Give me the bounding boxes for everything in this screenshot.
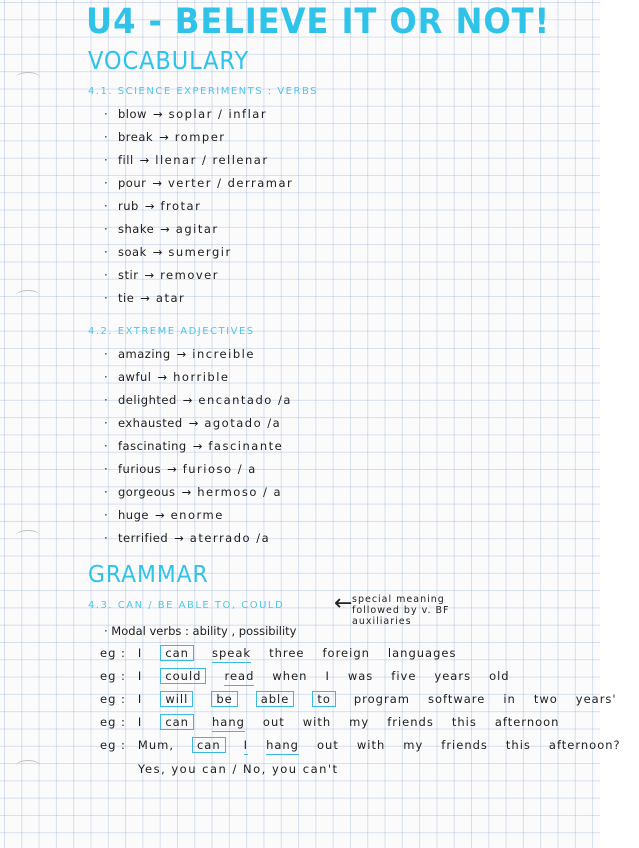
bullet: · bbox=[104, 268, 108, 282]
vocabulary-heading: VOCABULARY bbox=[88, 46, 250, 75]
vocab-translation: agotado /a bbox=[204, 416, 282, 430]
vocab-word: huge bbox=[118, 508, 149, 522]
arrow-icon: → bbox=[144, 268, 155, 282]
example-word: out bbox=[317, 738, 339, 752]
bullet: · bbox=[104, 439, 108, 453]
vocab-word: rub bbox=[118, 199, 139, 213]
example-word: in bbox=[503, 692, 516, 706]
bullet: · bbox=[104, 393, 108, 407]
example-word: program bbox=[353, 692, 410, 706]
vocab-translation: atar bbox=[155, 291, 186, 305]
vocab-item bbox=[104, 152, 269, 168]
example-word: software bbox=[427, 692, 486, 706]
bullet: · bbox=[104, 370, 108, 384]
example-word: will bbox=[160, 691, 193, 707]
arrow-icon: → bbox=[167, 462, 177, 476]
example-word: years bbox=[434, 669, 472, 683]
vocab-translation: sumergir bbox=[168, 245, 232, 259]
example-word: when bbox=[272, 669, 308, 683]
arrow-icon: → bbox=[182, 393, 193, 407]
bullet: · bbox=[104, 508, 108, 522]
vocab-word: gorgeous bbox=[118, 485, 176, 499]
arrow-icon: → bbox=[176, 347, 187, 361]
vocab-word: soak bbox=[118, 245, 147, 259]
grammar-answer: Yes, you can / No, you can't bbox=[138, 762, 339, 776]
example-word: foreign bbox=[322, 646, 370, 660]
arrow-icon: → bbox=[140, 291, 150, 305]
example-word: be bbox=[211, 691, 237, 707]
vocab-word: tie bbox=[118, 291, 135, 305]
example-sentence bbox=[100, 736, 639, 754]
example-word: afternoon? bbox=[548, 738, 621, 752]
vocab-translation: increible bbox=[192, 347, 255, 361]
bullet: · bbox=[104, 485, 108, 499]
example-word: three bbox=[269, 646, 305, 660]
punch-hole bbox=[16, 290, 40, 301]
bullet: · bbox=[104, 531, 108, 545]
vocab-word: blow bbox=[118, 107, 147, 121]
example-word: read bbox=[224, 667, 254, 686]
example-word: two bbox=[533, 692, 558, 706]
vocab-translation: fascinante bbox=[208, 439, 284, 453]
arrow-icon: → bbox=[188, 416, 199, 430]
arrow-icon: → bbox=[157, 370, 168, 384]
arrow-icon: → bbox=[154, 508, 165, 522]
example-word: hang bbox=[212, 713, 245, 732]
example-word: my bbox=[349, 715, 370, 729]
example-word: this bbox=[505, 738, 531, 752]
vocab-word: terrified bbox=[118, 531, 169, 545]
vocab-word: fascinating bbox=[118, 439, 187, 453]
example-word: friends bbox=[441, 738, 488, 752]
vocab-translation: aterrado /a bbox=[189, 531, 271, 545]
vocab-translation: romper bbox=[174, 130, 226, 144]
vocab-word: fill bbox=[118, 153, 134, 167]
vocab-word: amazing bbox=[118, 347, 171, 361]
bullet: · bbox=[104, 291, 108, 305]
vocab-item bbox=[104, 415, 281, 431]
example-word: able bbox=[256, 691, 295, 707]
example-sentence bbox=[100, 690, 635, 708]
example-word: old bbox=[489, 669, 510, 683]
example-word: can bbox=[160, 645, 194, 661]
vocab-translation: encantado /a bbox=[198, 393, 292, 407]
example-label: eg : bbox=[100, 692, 126, 706]
example-word: with bbox=[356, 738, 386, 752]
example-word: to bbox=[312, 691, 336, 707]
example-word: speak bbox=[212, 644, 251, 663]
bullet: · bbox=[104, 347, 108, 361]
example-sentence bbox=[100, 667, 528, 685]
vocab-word: delighted bbox=[118, 393, 177, 407]
vocab-item bbox=[104, 392, 292, 408]
example-word: friends bbox=[387, 715, 434, 729]
example-word: I bbox=[325, 669, 330, 683]
arrow-icon: → bbox=[152, 245, 163, 259]
example-word: years' bbox=[575, 692, 617, 706]
example-word: can bbox=[192, 737, 226, 753]
vocab-translation: verter / derramar bbox=[168, 176, 294, 190]
vocab-translation: furioso / a bbox=[182, 462, 257, 476]
adjectives-subheading: 4.2. EXTREME ADJECTIVES bbox=[88, 326, 255, 337]
vocab-translation: enorme bbox=[170, 508, 224, 522]
grammar-heading: GRAMMAR bbox=[88, 562, 209, 588]
arrow-icon: → bbox=[152, 176, 162, 190]
example-word: afternoon bbox=[494, 715, 560, 729]
vocab-translation: agitar bbox=[175, 222, 219, 236]
example-word: languages bbox=[387, 646, 457, 660]
science-subheading: 4.1. SCIENCE EXPERIMENTS : VERBS bbox=[88, 86, 318, 97]
vocab-item bbox=[104, 530, 270, 546]
example-label: eg : bbox=[100, 738, 126, 752]
bullet: · bbox=[104, 199, 108, 213]
example-word: five bbox=[391, 669, 417, 683]
grammar-intro: · Modal verbs : ability , possibility bbox=[104, 624, 297, 638]
example-word: my bbox=[403, 738, 424, 752]
bullet: · bbox=[104, 222, 108, 236]
punch-hole bbox=[16, 72, 40, 83]
arrow-icon: → bbox=[152, 107, 163, 121]
vocab-translation: hermoso / a bbox=[197, 485, 283, 499]
bullet: · bbox=[104, 130, 108, 144]
arrow-icon: → bbox=[160, 222, 170, 236]
example-word: out bbox=[262, 715, 285, 729]
example-word: hang bbox=[266, 736, 299, 755]
example-label: eg : bbox=[100, 715, 126, 729]
vocab-word: furious bbox=[118, 462, 162, 476]
grammar-note: special meaning followed by v. BF auxiliaries bbox=[352, 594, 450, 627]
example-word: I bbox=[244, 736, 248, 755]
arrow-icon: → bbox=[192, 439, 203, 453]
bullet: · bbox=[104, 245, 108, 259]
vocab-translation: remover bbox=[160, 268, 219, 282]
vocab-translation: horrible bbox=[173, 370, 230, 384]
vocab-item bbox=[104, 106, 267, 122]
vocab-item bbox=[104, 267, 219, 283]
vocab-item bbox=[104, 221, 219, 237]
vocab-word: pour bbox=[118, 176, 147, 190]
vocab-word: shake bbox=[118, 222, 155, 236]
page-title: U4 - BELIEVE IT OR NOT! bbox=[86, 2, 551, 42]
example-word: this bbox=[451, 715, 477, 729]
arrow-icon: → bbox=[181, 485, 192, 499]
vocab-item bbox=[104, 438, 283, 454]
example-label: eg : bbox=[100, 669, 126, 683]
vocab-translation: frotar bbox=[160, 199, 202, 213]
example-word: was bbox=[347, 669, 374, 683]
vocab-item bbox=[104, 369, 229, 385]
vocab-item bbox=[104, 175, 293, 191]
punch-hole bbox=[16, 530, 40, 541]
vocab-item bbox=[104, 129, 226, 145]
vocab-translation: llenar / rellenar bbox=[155, 153, 269, 167]
bullet: · bbox=[104, 462, 108, 476]
example-word: I bbox=[137, 715, 143, 729]
vocab-item bbox=[104, 346, 255, 362]
bullet: · bbox=[104, 107, 108, 121]
vocab-word: stir bbox=[118, 268, 139, 282]
vocab-word: awful bbox=[118, 370, 152, 384]
vocab-item bbox=[104, 461, 257, 477]
arrow-icon: → bbox=[139, 153, 150, 167]
vocab-item bbox=[104, 244, 232, 260]
example-word: Mum, bbox=[137, 738, 174, 752]
vocab-word: exhausted bbox=[118, 416, 183, 430]
bullet: · bbox=[104, 153, 108, 167]
bullet: · bbox=[104, 176, 108, 190]
vocab-word: break bbox=[118, 130, 154, 144]
grammar-subheading: 4.3. CAN / BE ABLE TO, COULD bbox=[88, 600, 285, 611]
example-sentence bbox=[100, 713, 577, 731]
vocab-item bbox=[104, 484, 282, 500]
punch-hole bbox=[16, 760, 40, 771]
example-word: I bbox=[137, 692, 143, 706]
example-label: eg : bbox=[100, 646, 126, 660]
arrow-icon: → bbox=[144, 199, 155, 213]
arrow-icon: → bbox=[174, 531, 184, 545]
example-word: I bbox=[137, 646, 143, 660]
vocab-item bbox=[104, 198, 201, 214]
bullet: · bbox=[104, 416, 108, 430]
arrow-icon: → bbox=[159, 130, 169, 144]
example-sentence bbox=[100, 644, 474, 662]
arrow-bracket: ← bbox=[334, 591, 353, 616]
example-word: could bbox=[160, 668, 206, 684]
example-word: with bbox=[302, 715, 332, 729]
example-word: can bbox=[160, 714, 194, 730]
vocab-item bbox=[104, 290, 185, 306]
vocab-translation: soplar / inflar bbox=[168, 107, 268, 121]
vocab-item bbox=[104, 507, 224, 523]
example-word: I bbox=[137, 669, 143, 683]
